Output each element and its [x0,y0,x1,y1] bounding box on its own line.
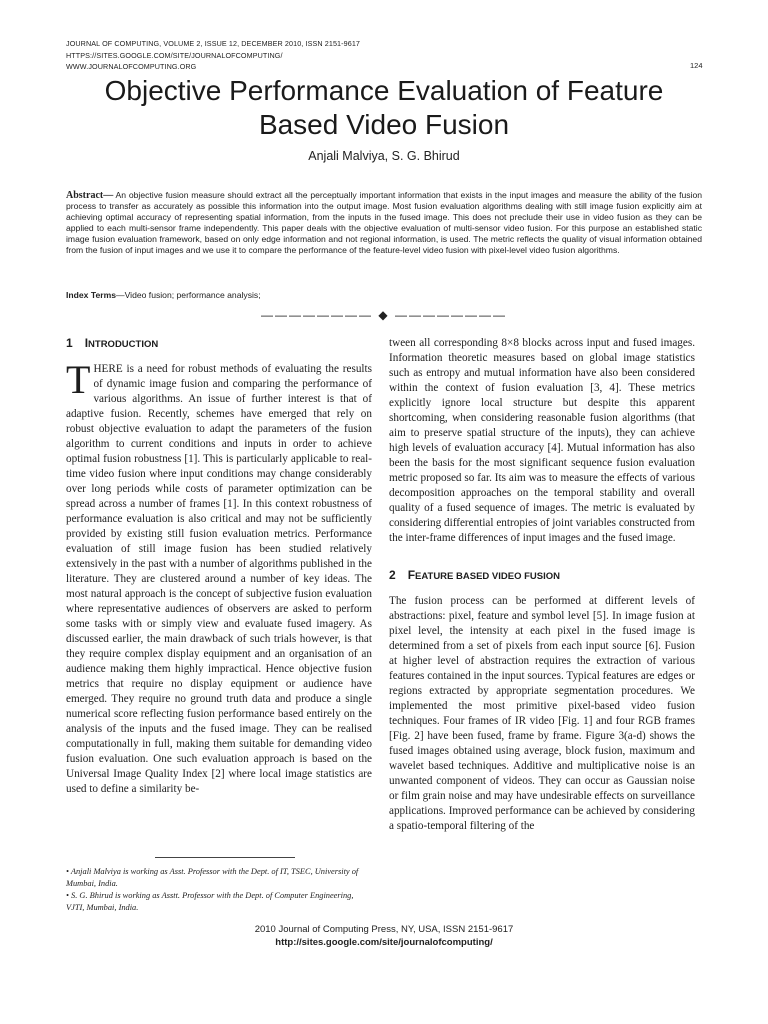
section-2-heading [389,568,695,584]
index-terms-label: Index Terms [66,290,116,300]
right-column [389,336,695,834]
abstract [66,190,702,256]
section-1-paragraph [66,357,372,797]
drop-cap-rest: HERE [93,363,123,375]
footnotes [66,866,372,914]
footnote-rule [155,857,295,858]
paper-title-line-2: Based Video Fusion [258,109,510,140]
footer-url[interactable]: http://sites.google.com/site/journalofcomputing/ [275,937,493,948]
section-1-heading-cap: I [84,336,89,350]
authors: Anjali Malviya, S. G. Bhirud [308,149,460,163]
index-terms-text: —Video fusion; performance analysis; [116,290,261,300]
footer-publisher: 2010 Journal of Computing Press, NY, USA, ISSN 2151-9617 [254,924,514,935]
section-1-number: 1 [66,336,73,350]
section-2-paragraph: The fusion process can be performed at different levels of abstractions: pixel, feature and symbol level [5]. In image fusion at pixel level, the intensity at each pixel in the fused image is determined from a set of pixels from each input source [6]. Fusion at higher level of abstraction requires the extraction of various features contained in the input sources. Typical features are edges or regions extracted by appropriate segmentation procedures. We implemented the most primitive pixel-based video fusion techniques. Four frames of IR video [Fig. 1] and four RGB frames [Fig. 2] have been fused, frame by frame. Figure 3(a-d) shows the fused images obtained using average, block fusion, maximum and wavelet based techniques. Additive and multiplicative noise is an unwanted component of videos. They can occur as Gaussian noise or film grain noise and may have undesirable effects on surveillance applications. Improved performance can be achieved by considering a spatio-temporal filtering of the [389,595,695,832]
abstract-dash: — [103,190,114,201]
journal-header-line-1: JOURNAL OF COMPUTING, VOLUME 2, ISSUE 12, DECEMBER 2010, ISSN 2151-9617 [66,39,361,48]
page-footer [30,923,738,949]
section-1-continuation: tween all corresponding 8×8 blocks across input and fused images. Information theoretic measures based on global image statistics such as entropy and mutual information have also been considered within the context of fusion evaluation [3, 4]. These metrics explicitly ignore local structure but despite this apparent shortcoming, when considering reasonable fusion algorithms (that aim to preserve spatial structure of the inputs), they can achieve high levels of evaluation accuracy [4]. Mutual information has also been the basis for the most significant sequence fusion evaluation metric proposed so far. Its aim was to measure the effects of various decomposition approaches on the temporal stability and overall quality of a fused sequence of images. The metric is evaluated by considering differential entropies of joint variables constructed from the inter-frame differences of input images and the fused image. [389,337,695,544]
paper-title-line-1: Objective Performance Evaluation of Feature [104,75,664,106]
section-2-heading-cap: F [407,568,416,582]
drop-cap: T [66,357,91,402]
section-1-heading-rest: NTRODUCTION [88,339,159,350]
index-terms [66,290,702,300]
left-column [66,336,372,797]
journal-header-line-3[interactable]: WWW.JOURNALOFCOMPUTING.ORG [66,62,197,71]
journal-header-line-2[interactable]: HTTPS://SITES.GOOGLE.COM/SITE/JOURNALOFCOMPUTING/ [66,50,283,60]
paper-title [30,74,738,142]
footnote-author-1: • Anjali Malviya is working as Asst. Professor with the Dept. of IT, TSEC, University of Mumbai, India. [66,867,359,888]
page-number: 124 [690,61,703,70]
section-2-heading-rest: EATURE BASED VIDEO FUSION [415,571,561,582]
section-1-heading [66,336,372,352]
journal-header [66,38,716,73]
section-2-number: 2 [389,568,396,582]
section-1-text: is a need for robust methods of evaluating the results of dynamic image fusion and comparing the performance of various algorithms. An issue of further interest is that of adaptive fusion. Recently, schemes have emerged that rely on robust objective evaluation to adapt the parameters of the fusion algorithm to current conditions and inputs in order to achieve optimal fusion robustness [1]. This is particularly applicable to real-time video fusion where input conditions may change considerably over long periods while costs of parameter optimization can be spread across a number of frames [1]. In this context robustness of performance evaluation is also critical and may not be sufficiently provided by existing still fusion evaluation metrics. Performance evaluation of still image fusion has been studied relatively extensively in the past with a number of algorithms published in the literature. They are clustered around a number of key ideas. The most natural approach is the concept of subjective fusion evaluation where representative audiences of observers are asked to perform some tasks with or simply view and evaluate fused imagery. As discussed earlier, the main drawback of such trials however, is that they require complex display equipment and an organisation of an audience making them highly impractical. Hence objective fusion metrics that require no display equipment or audience have emerged. They require no ground truth data and produce a single numerical score reflecting fusion performance based entirely on the analysis of the inputs and the fused image. They can be realised computationally in full, making them suitable for demanding video fusion evaluation. One such evaluation approach is based on the Universal Image Quality Index [2] where local image statistics are used to define a similarity be- [66,363,372,795]
abstract-label: Abstract [66,190,104,201]
footnote-author-2: • S. G. Bhirud is working as Asstt. Professor with the Dept. of Computer Engineering, VJTI, Mumbai, India. [66,891,354,912]
abstract-text: An objective fusion measure should extract all the perceptually important information that exists in the input images and measure the ability of the fusion process to transfer as accurately as possible this information into the output image. Most fusion evaluation algorithms dealing with still image fusion explicitly aim at achieving optimal accuracy of representing spatial information, from the inputs in the fused image. This does not preclude their use in video fusion as they can be applied to each multi-sensor frame independently. This paper deals with the objective evaluation of multi-sensor video fusion. For this purpose an established static image fusion evaluation framework, based on only edge information and not regional information, is used. The metric reflects the quality of visual information obtained from the fusion of input images and we use it to compare the performance of the feature-level video fusion with pixel-level video fusion algorithms. [66,190,702,255]
section-divider: ———————— ◆ ———————— [261,308,507,322]
